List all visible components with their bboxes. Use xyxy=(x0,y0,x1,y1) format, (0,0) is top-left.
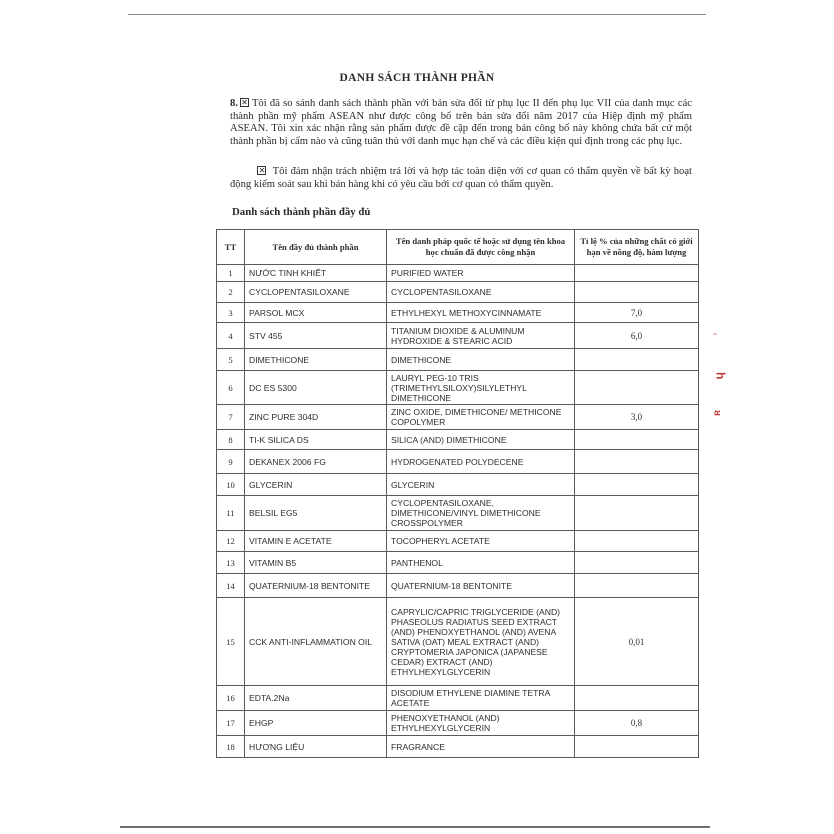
cell-name: HƯƠNG LIỆU xyxy=(245,736,387,758)
checked-box-icon xyxy=(257,166,266,175)
cell-tt: 18 xyxy=(217,736,245,758)
table-row xyxy=(217,474,699,496)
cell-tt: 12 xyxy=(217,531,245,552)
cell-inci: SILICA (AND) DIMETHICONE xyxy=(387,430,575,450)
cell-inci: DIMETHICONE xyxy=(387,349,575,371)
table-row xyxy=(217,598,699,686)
cell-name: ZINC PURE 304D xyxy=(245,405,387,430)
cell-tt: 2 xyxy=(217,282,245,303)
table-row xyxy=(217,371,699,405)
red-stamp-fragment: ʀ xyxy=(712,410,723,416)
header-pct: Tỉ lệ % của những chất có giới hạn về nồng độ, hàm lượng xyxy=(575,230,699,265)
cell-pct xyxy=(575,450,699,474)
table-row xyxy=(217,574,699,598)
document-title: DANH SÁCH THÀNH PHẦN xyxy=(339,72,495,84)
cell-tt: 4 xyxy=(217,323,245,349)
cell-pct: 0,01 xyxy=(575,598,699,686)
table-row xyxy=(217,405,699,430)
header-tt: TT xyxy=(217,230,245,265)
table-row xyxy=(217,430,699,450)
cell-name: BELSIL EG5 xyxy=(245,496,387,531)
cell-name: STV 455 xyxy=(245,323,387,349)
page-edge-top xyxy=(128,14,706,15)
checked-box-icon xyxy=(240,98,249,107)
cell-name: GLYCERIN xyxy=(245,474,387,496)
cell-tt: 6 xyxy=(217,371,245,405)
cell-tt: 1 xyxy=(217,265,245,282)
cell-pct: 6,0 xyxy=(575,323,699,349)
cell-pct xyxy=(575,552,699,574)
cell-inci: ZINC OXIDE, DIMETHICONE/ METHICONE COPOLYMER xyxy=(387,405,575,430)
cell-name: EHGP xyxy=(245,711,387,736)
cell-inci: PANTHENOL xyxy=(387,552,575,574)
cell-tt: 3 xyxy=(217,303,245,323)
ingredients-table xyxy=(216,229,699,758)
header-name: Tên đầy đủ thành phần xyxy=(245,230,387,265)
table-row xyxy=(217,282,699,303)
table-header-row xyxy=(217,230,699,265)
table-row xyxy=(217,686,699,711)
paragraph-2-text: Tôi đảm nhận trách nhiệm trả lời và hợp tác toàn diện với cơ quan có thẩm quyền về bất kỳ hoạt động kiểm soát sau khi bán hàng khi có yêu cầu bởi cơ quan có thẩm quyền. xyxy=(230,166,693,190)
cell-inci: PHENOXYETHANOL (AND) ETHYLHEXYLGLYCERIN xyxy=(387,711,575,736)
red-stamp-fragment: ɥ xyxy=(712,372,726,380)
cell-inci: QUATERNIUM-18 BENTONITE xyxy=(387,574,575,598)
table-row xyxy=(217,303,699,323)
cell-tt: 16 xyxy=(217,686,245,711)
table-row xyxy=(217,496,699,531)
cell-inci: CAPRYLIC/CAPRIC TRIGLYCERIDE (AND) PHASEOLUS RADIATUS SEED EXTRACT (AND) PHENOXYETHANOL (AND) AVENA SATIVA (OAT) MEAL EXTRACT (AND) CRYPTOMERIA JAPONICA (JAPANESE CEDAR) EXTRACT (AND) ETHYLHEXYLGLYCERIN xyxy=(387,598,575,686)
cell-name: DIMETHICONE xyxy=(245,349,387,371)
cell-pct xyxy=(575,574,699,598)
cell-pct: 0,8 xyxy=(575,711,699,736)
cell-name: PARSOL MCX xyxy=(245,303,387,323)
cell-tt: 13 xyxy=(217,552,245,574)
cell-name: TI-K SILICA DS xyxy=(245,430,387,450)
cell-inci: ETHYLHEXYL METHOXYCINNAMATE xyxy=(387,303,575,323)
table-row xyxy=(217,349,699,371)
cell-inci: CYCLOPENTASILOXANE, DIMETHICONE/VINYL DIMETHICONE CROSSPOLYMER xyxy=(387,496,575,531)
cell-inci: FRAGRANCE xyxy=(387,736,575,758)
cell-name: CCK ANTI-INFLAMMATION OIL xyxy=(245,598,387,686)
cell-pct xyxy=(575,736,699,758)
table-row xyxy=(217,552,699,574)
cell-tt: 17 xyxy=(217,711,245,736)
cell-name: NƯỚC TINH KHIẾT xyxy=(245,265,387,282)
cell-tt: 14 xyxy=(217,574,245,598)
cell-pct xyxy=(575,349,699,371)
cell-tt: 5 xyxy=(217,349,245,371)
cell-inci: PURIFIED WATER xyxy=(387,265,575,282)
red-stamp-fragment: ı xyxy=(712,333,719,335)
cell-pct xyxy=(575,265,699,282)
cell-pct xyxy=(575,430,699,450)
declaration-paragraph-1 xyxy=(230,98,692,148)
cell-name: DC ES 5300 xyxy=(245,371,387,405)
page-edge-bottom xyxy=(120,826,710,828)
cell-pct xyxy=(575,474,699,496)
cell-inci: TITANIUM DIOXIDE & ALUMINUM HYDROXIDE & STEARIC ACID xyxy=(387,323,575,349)
cell-inci: TOCOPHERYL ACETATE xyxy=(387,531,575,552)
cell-pct xyxy=(575,371,699,405)
cell-tt: 15 xyxy=(217,598,245,686)
cell-tt: 9 xyxy=(217,450,245,474)
declaration-paragraph-2 xyxy=(230,166,692,191)
header-inci: Tên danh pháp quốc tế hoặc sử dụng tên khoa học chuẩn đã được công nhận xyxy=(387,230,575,265)
table-row xyxy=(217,323,699,349)
cell-pct xyxy=(575,496,699,531)
cell-name: CYCLOPENTASILOXANE xyxy=(245,282,387,303)
section-title: Danh sách thành phần đầy đủ xyxy=(232,206,371,218)
cell-inci: HYDROGENATED POLYDECENE xyxy=(387,450,575,474)
cell-name: EDTA.2Na xyxy=(245,686,387,711)
table-row xyxy=(217,265,699,282)
table-row xyxy=(217,736,699,758)
cell-name: VITAMIN E ACETATE xyxy=(245,531,387,552)
paragraph-number: 8. xyxy=(230,98,238,109)
cell-inci: LAURYL PEG-10 TRIS (TRIMETHYLSILOXY)SILYLETHYL DIMETHICONE xyxy=(387,371,575,405)
paragraph-1-text: Tôi đã so sánh danh sách thành phần với bản sửa đổi từ phụ lục II đến phụ lục VII của danh mục các thành phần mỹ phẩm ASEAN như được công bố trên bản sửa đổi năm 2017 của Hiệp định mỹ phẩm ASEAN. Tôi xin xác nhận rằng sản phẩm được đề cập đến trong bản công bố này không chứa bất cứ một thành phần bị cấm nào và cũng tuân thủ với danh mục hạn chế và các điều kiện qui định trong các phụ lục. xyxy=(230,98,692,147)
cell-name: DEKANEX 2006 FG xyxy=(245,450,387,474)
cell-name: VITAMIN B5 xyxy=(245,552,387,574)
cell-tt: 11 xyxy=(217,496,245,531)
cell-name: QUATERNIUM-18 BENTONITE xyxy=(245,574,387,598)
cell-inci: DISODIUM ETHYLENE DIAMINE TETRA ACETATE xyxy=(387,686,575,711)
cell-tt: 8 xyxy=(217,430,245,450)
table-row xyxy=(217,711,699,736)
cell-tt: 7 xyxy=(217,405,245,430)
cell-pct xyxy=(575,531,699,552)
cell-pct: 7,0 xyxy=(575,303,699,323)
cell-pct xyxy=(575,686,699,711)
table-row xyxy=(217,450,699,474)
cell-inci: GLYCERIN xyxy=(387,474,575,496)
table-row xyxy=(217,531,699,552)
cell-inci: CYCLOPENTASILOXANE xyxy=(387,282,575,303)
cell-tt: 10 xyxy=(217,474,245,496)
cell-pct: 3,0 xyxy=(575,405,699,430)
cell-pct xyxy=(575,282,699,303)
